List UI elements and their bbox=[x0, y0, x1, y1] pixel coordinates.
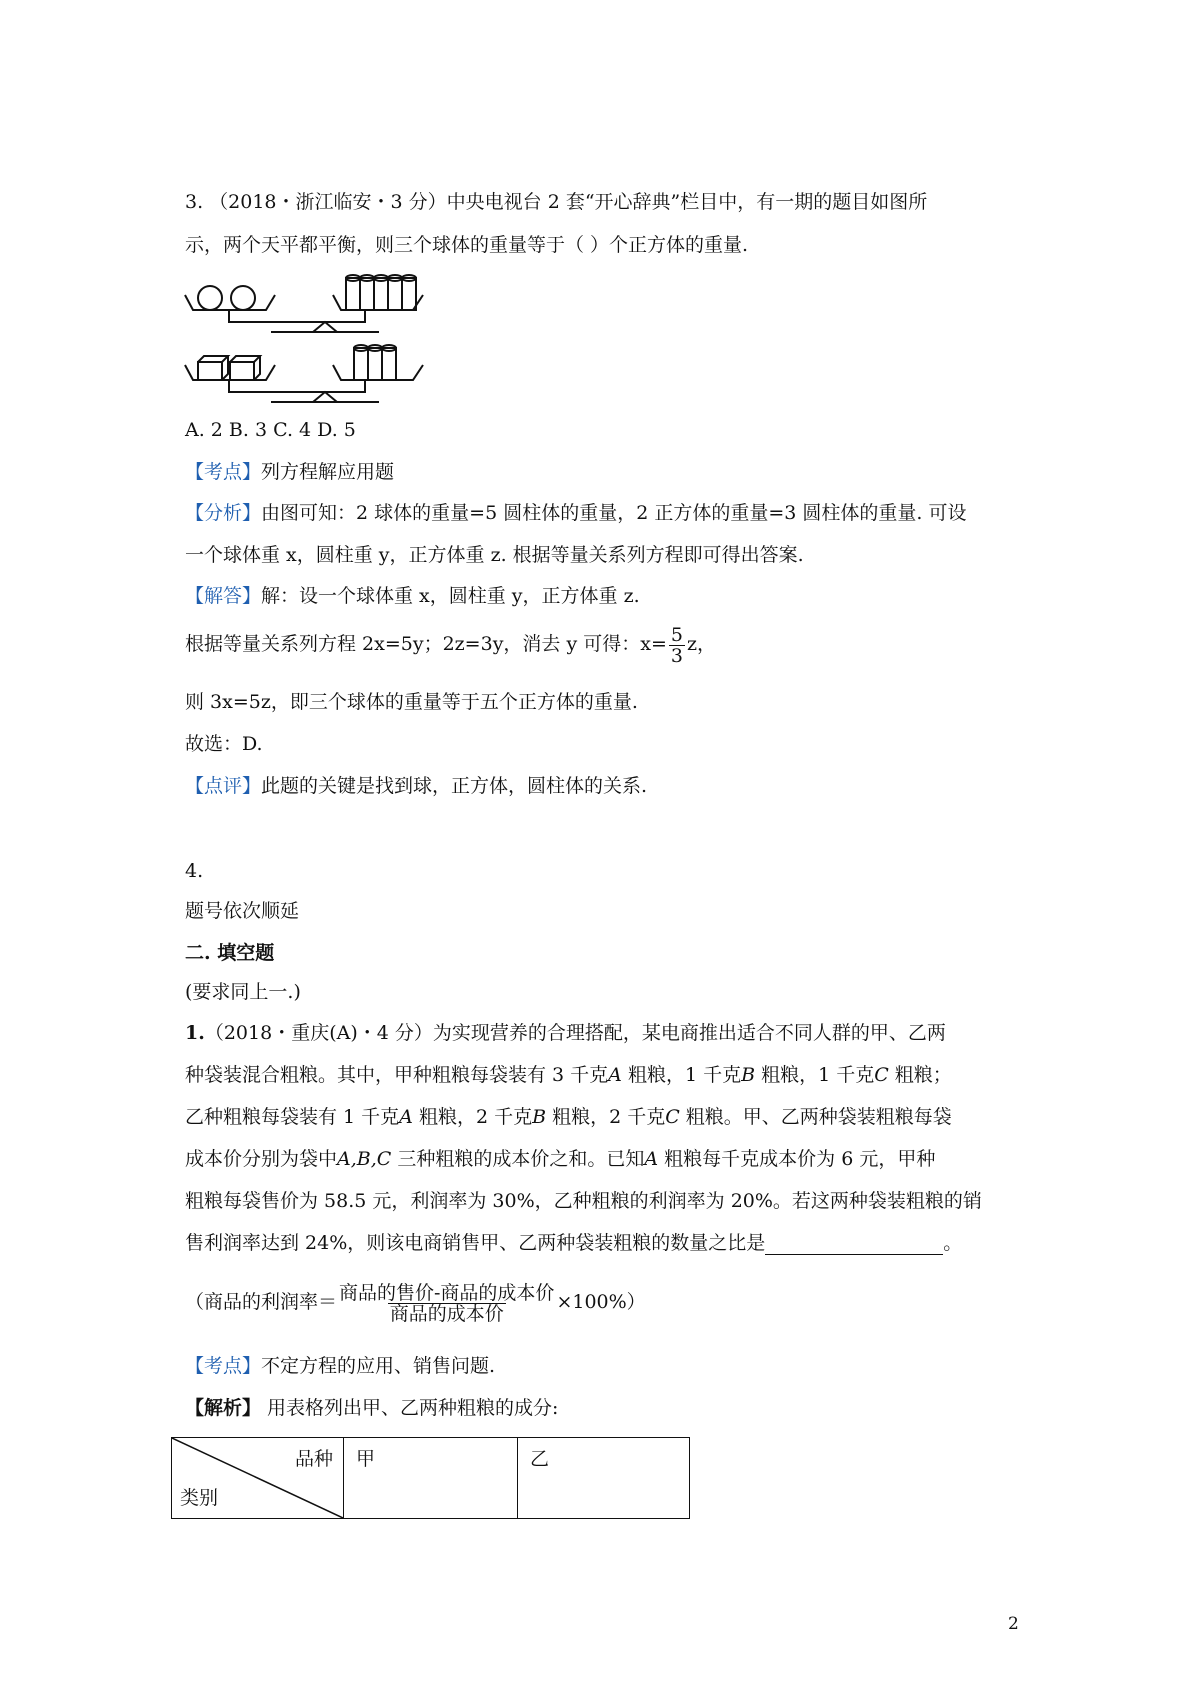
jiexi-tag: 【解析】 bbox=[185, 1397, 262, 1419]
q3-step1 bbox=[185, 622, 716, 666]
fraction-denominator: 3 bbox=[670, 644, 683, 667]
var-a: A bbox=[608, 1064, 622, 1086]
dianping-tag: 【点评】 bbox=[185, 775, 262, 797]
q1-line2-c: 粗粮，1 千克 bbox=[755, 1064, 875, 1086]
formula-denominator: 商品的成本价 bbox=[389, 1302, 504, 1325]
composition-table bbox=[171, 1437, 690, 1519]
q1-line6 bbox=[185, 1231, 962, 1255]
q1-prefix: 1. bbox=[185, 1022, 205, 1044]
dianping-text: 此题的关键是找到球，正方体，圆柱体的关系. bbox=[261, 775, 648, 797]
var-c: C bbox=[874, 1064, 889, 1086]
q3-dianping bbox=[185, 774, 647, 798]
table-col-jia: 甲 bbox=[344, 1438, 518, 1519]
q4-note: 题号依次顺延 bbox=[185, 900, 300, 922]
page-number: 2 bbox=[1008, 1614, 1019, 1634]
q1-line2 bbox=[185, 1063, 952, 1087]
q1-line6-text: 售利润率达到 24%，则该电商销售甲、乙两种袋装粗粮的数量之比是 bbox=[185, 1232, 766, 1254]
formula-left: （商品的利润率＝ bbox=[185, 1291, 338, 1313]
q1-line4 bbox=[185, 1147, 935, 1171]
balance-scales-image bbox=[183, 265, 453, 405]
q3-line1: 3. （2018・浙江临安・3 分）中央电视台 2 套“开心辞典”栏目中，有一期的题目如图所 bbox=[185, 191, 928, 213]
kaodian-text: 不定方程的应用、销售问题. bbox=[261, 1355, 496, 1377]
q1-line4-a: 成本价分别为袋中 bbox=[185, 1148, 338, 1170]
fraction-numerator: 5 bbox=[670, 623, 683, 646]
q3-kaodian bbox=[185, 460, 394, 484]
var-b: B bbox=[741, 1064, 756, 1086]
fenxi-tag: 【分析】 bbox=[185, 502, 262, 524]
section2-title: 二. 填空题 bbox=[185, 942, 275, 964]
q1-jiexi bbox=[185, 1396, 558, 1420]
jiexi-text: 用表格列出甲、乙两种粗粮的成分: bbox=[261, 1397, 559, 1419]
table-header-diagonal-cell bbox=[172, 1438, 344, 1519]
table-col-yi: 乙 bbox=[518, 1438, 690, 1519]
step1-text: 根据等量关系列方程 2x=5y；2z=3y，消去 y 可得：x= bbox=[185, 633, 667, 655]
q1-line3-d: 粗粮。甲、乙两种袋装粗粮每袋 bbox=[679, 1106, 952, 1128]
q3-options: A. 2 B. 3 C. 4 D. 5 bbox=[185, 419, 356, 441]
table-row bbox=[172, 1438, 690, 1519]
profit-formula bbox=[185, 1280, 646, 1324]
q1-line3 bbox=[185, 1105, 952, 1129]
kaodian-tag: 【考点】 bbox=[185, 461, 262, 483]
q1-line4-b: 三种粗粮的成本价之和。已知 bbox=[391, 1148, 645, 1170]
var-c: C bbox=[665, 1106, 680, 1128]
q1-line3-a: 乙种粗粮每袋装有 1 千克 bbox=[185, 1106, 400, 1128]
q1-line2-b: 粗粮，1 千克 bbox=[621, 1064, 742, 1086]
formula-fraction bbox=[339, 1283, 554, 1324]
q3-step2: 则 3x=5z，即三个球体的重量等于五个正方体的重量. bbox=[185, 691, 638, 713]
fenxi-text1: 由图可知：2 球体的重量=5 圆柱体的重量，2 正方体的重量=3 圆柱体的重量. 可设 bbox=[261, 502, 967, 524]
q4-number: 4. bbox=[185, 860, 204, 882]
q1-line6-end: 。 bbox=[943, 1232, 963, 1254]
section2-requirement: (要求同上一.) bbox=[185, 981, 301, 1003]
q1-line2-a: 种袋装混合粗粮。其中，甲种粗粮每袋装有 3 千克 bbox=[185, 1064, 609, 1086]
q3-step3: 故选：D. bbox=[185, 733, 263, 755]
kaodian-text: 列方程解应用题 bbox=[261, 461, 395, 483]
jieda-text: 解：设一个球体重 x，圆柱重 y，正方体重 z. bbox=[261, 585, 640, 607]
q1-line1-text: （2018・重庆(A)・4 分）为实现营养的合理搭配，某电商推出适合不同人群的甲、乙两 bbox=[204, 1022, 946, 1044]
var-a: A bbox=[399, 1106, 413, 1128]
var-a: A bbox=[644, 1148, 659, 1170]
balance-figure bbox=[183, 265, 453, 409]
q3-line2: 示，两个天平都平衡，则三个球体的重量等于（ ）个正方体的重量. bbox=[185, 234, 749, 256]
kaodian-tag: 【考点】 bbox=[185, 1355, 262, 1377]
q1-line4-c: 粗粮每千克成本价为 6 元，甲种 bbox=[658, 1148, 936, 1170]
formula-numerator: 商品的售价-商品的成本价 bbox=[339, 1281, 555, 1304]
var-abc: A,B,C bbox=[337, 1148, 392, 1170]
fraction-five-thirds bbox=[669, 625, 685, 666]
step1-end: z， bbox=[686, 633, 716, 655]
q3-fenxi-line1 bbox=[185, 501, 966, 525]
jieda-tag: 【解答】 bbox=[185, 585, 262, 607]
q1-line5: 粗粮每袋售价为 58.5 元，利润率为 30%，乙种粗粮的利润率为 20%。若这两种袋装粗粮的销 bbox=[185, 1190, 982, 1212]
q1-line3-c: 粗粮，2 千克 bbox=[546, 1106, 666, 1128]
q1-line3-b: 粗粮，2 千克 bbox=[412, 1106, 533, 1128]
q1-line2-d: 粗粮； bbox=[888, 1064, 952, 1086]
answer-blank bbox=[765, 1234, 943, 1255]
var-b: B bbox=[532, 1106, 547, 1128]
header-bottom-label: 类别 bbox=[180, 1487, 219, 1509]
header-top-label: 品种 bbox=[294, 1448, 333, 1470]
q3-fenxi-line2: 一个球体重 x，圆柱重 y，正方体重 z. 根据等量关系列方程即可得出答案. bbox=[185, 544, 804, 566]
q1-line1 bbox=[185, 1021, 946, 1045]
q3-jieda bbox=[185, 584, 640, 608]
formula-right: ×100%） bbox=[556, 1291, 646, 1313]
q1-kaodian bbox=[185, 1354, 495, 1378]
